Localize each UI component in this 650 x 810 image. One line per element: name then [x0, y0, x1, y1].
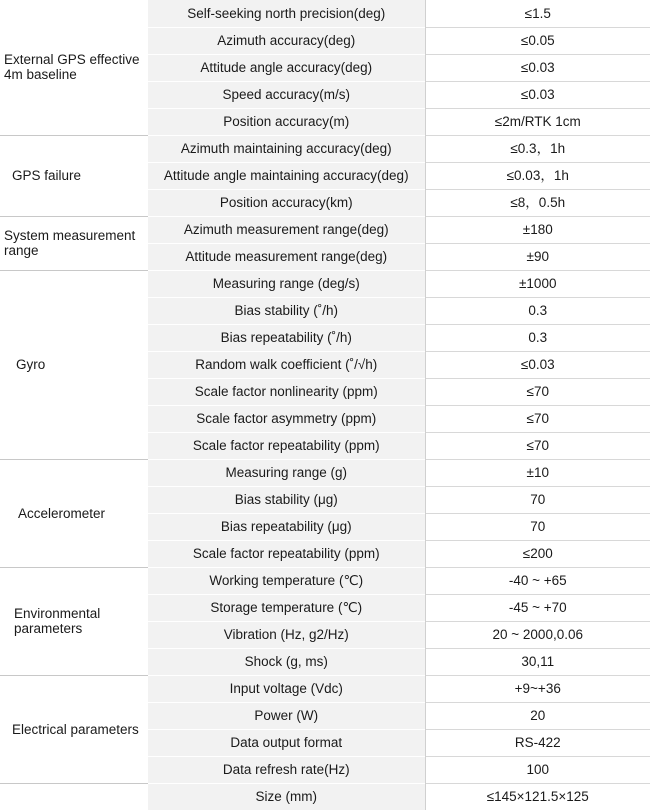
param-cell: Attitude measurement range(deg)	[148, 243, 425, 270]
param-cell: Speed accuracy(m/s)	[148, 81, 425, 108]
param-cell: Power (W)	[148, 702, 425, 729]
value-cell: -45 ~ +70	[425, 594, 650, 621]
param-cell: Data output format	[148, 729, 425, 756]
table-row	[0, 459, 650, 486]
value-cell: ≤2m/RTK 1cm	[425, 108, 650, 135]
value-cell: ±10	[425, 459, 650, 486]
param-cell: Attitude angle accuracy(deg)	[148, 54, 425, 81]
value-cell: ≤0.03，1h	[425, 162, 650, 189]
value-cell: 20 ~ 2000,0.06	[425, 621, 650, 648]
category-accelerometer: Accelerometer	[0, 459, 148, 567]
value-cell: 0.3	[425, 324, 650, 351]
param-cell: Attitude angle maintaining accuracy(deg)	[148, 162, 425, 189]
value-cell: ≤0.3，1h	[425, 135, 650, 162]
value-cell: ±180	[425, 216, 650, 243]
value-cell: ≤70	[425, 378, 650, 405]
category-gyro: Gyro	[0, 270, 148, 459]
value-cell: ±90	[425, 243, 650, 270]
value-cell: RS-422	[425, 729, 650, 756]
table-row	[0, 675, 650, 702]
param-cell: Random walk coefficient (˚/√h)	[148, 351, 425, 378]
category-external-gps: External GPS effective 4m baseline	[4, 52, 140, 83]
param-cell: Scale factor nonlinearity (ppm)	[148, 378, 425, 405]
value-cell: -40 ~ +65	[425, 567, 650, 594]
param-cell: Data refresh rate(Hz)	[148, 756, 425, 783]
table-row	[0, 216, 650, 243]
param-cell: Position accuracy(m)	[148, 108, 425, 135]
value-cell: ±1000	[425, 270, 650, 297]
table-row	[0, 783, 650, 810]
value-cell: 30,11	[425, 648, 650, 675]
value-cell: 0.3	[425, 297, 650, 324]
table-row	[0, 270, 650, 297]
value-cell: ≤0.03	[425, 351, 650, 378]
value-cell: ≤200	[425, 540, 650, 567]
param-cell: Azimuth maintaining accuracy(deg)	[148, 135, 425, 162]
value-cell: ≤1.5	[425, 0, 650, 27]
value-cell: ≤0.03	[425, 81, 650, 108]
category-gps-failure: GPS failure	[0, 135, 148, 216]
param-cell: Storage temperature (℃)	[148, 594, 425, 621]
value-cell: ≤70	[425, 432, 650, 459]
value-cell: ≤8，0.5h	[425, 189, 650, 216]
table-row	[0, 0, 650, 27]
param-cell: Azimuth accuracy(deg)	[148, 27, 425, 54]
param-cell: Azimuth measurement range(deg)	[148, 216, 425, 243]
value-cell: 20	[425, 702, 650, 729]
value-cell: 70	[425, 513, 650, 540]
value-cell: ≤0.05	[425, 27, 650, 54]
param-cell: Working temperature (℃)	[148, 567, 425, 594]
param-cell: Scale factor repeatability (ppm)	[148, 540, 425, 567]
param-cell: Measuring range (g)	[148, 459, 425, 486]
table-row	[0, 135, 650, 162]
param-cell: Position accuracy(km)	[148, 189, 425, 216]
param-cell: Input voltage (Vdc)	[148, 675, 425, 702]
param-cell: Shock (g, ms)	[148, 648, 425, 675]
param-cell: Vibration (Hz, g2/Hz)	[148, 621, 425, 648]
param-cell: Size (mm)	[148, 783, 425, 810]
param-cell: Measuring range (deg/s)	[148, 270, 425, 297]
param-cell: Bias stability (μg)	[148, 486, 425, 513]
category-electrical-parameters: Electrical parameters	[0, 675, 148, 783]
param-cell: Bias repeatability (˚/h)	[148, 324, 425, 351]
param-cell: Self-seeking north precision(deg)	[148, 0, 425, 27]
value-cell: 70	[425, 486, 650, 513]
param-cell: Scale factor repeatability (ppm)	[148, 432, 425, 459]
param-cell: Bias repeatability (μg)	[148, 513, 425, 540]
value-cell: ≤70	[425, 405, 650, 432]
value-cell: ≤0.03	[425, 54, 650, 81]
category-environmental-parameters: Environmental parameters	[0, 567, 148, 675]
category-system-measurement-range: System measurement range	[0, 216, 148, 270]
value-cell: 100	[425, 756, 650, 783]
param-cell: Scale factor asymmetry (ppm)	[148, 405, 425, 432]
table-row	[0, 567, 650, 594]
category-size	[0, 783, 148, 810]
param-cell: Bias stability (˚/h)	[148, 297, 425, 324]
value-cell: +9~+36	[425, 675, 650, 702]
value-cell: ≤145×121.5×125	[425, 783, 650, 810]
